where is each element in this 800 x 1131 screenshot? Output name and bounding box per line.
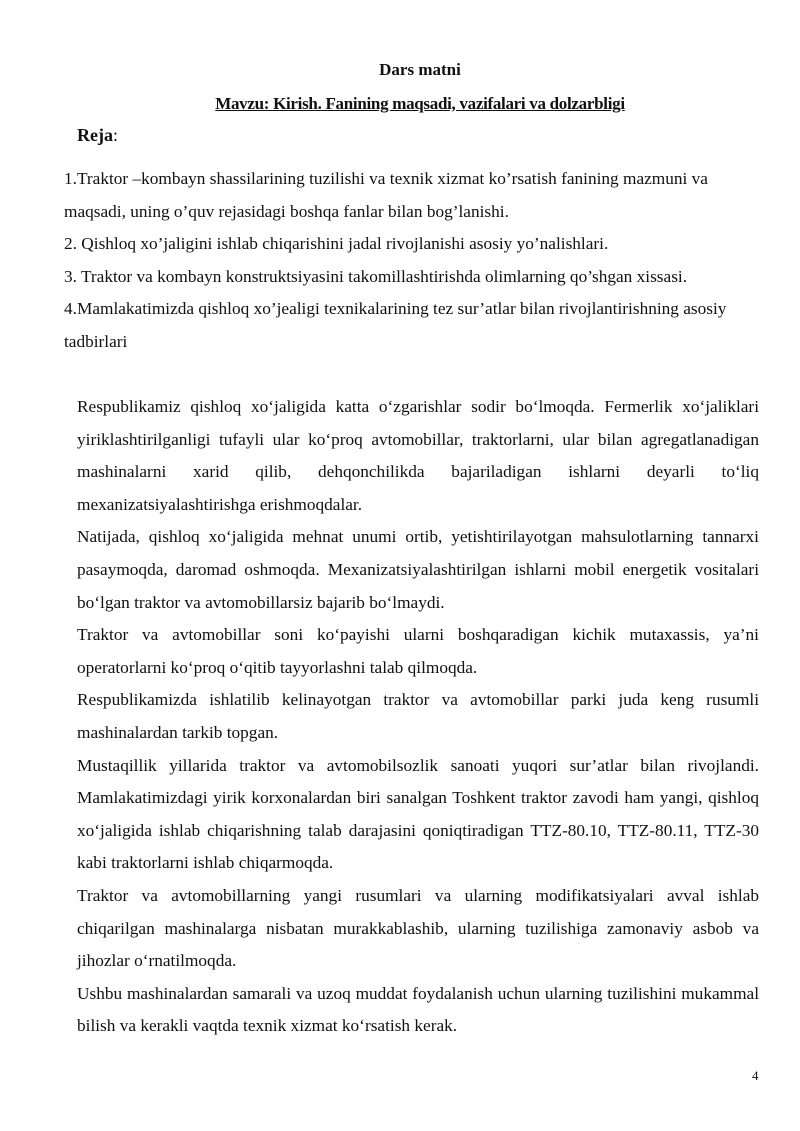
body-paragraph: Respublikamiz qishloq xo‘jaligida katta o‘zgarishlar sodir bo‘lmoqda. Fermerlik xo‘jaliklari yiriklashtirilganligi tufayli ular ko‘proq avtomobillar, traktorlarni, ular bilan agregatlanadigan mashinalarni xarid qilib, dehqonchilikda bajariladigan ishlarni deyarli to‘liq mexanizatsiyalashtirishga erishmoqdalar. [77,397,759,514]
plan-heading [77,125,118,146]
plan-item: 3. Traktor va kombayn konstruktsiyasini takomillashtirishda olimlarning qo’shgan xissasi. [64,266,688,286]
document-title: Dars matni [379,60,461,79]
plan-item: 4.Mamlakatimizda qishloq xo’jealigi texnikalarining tez sur’atlar bilan rivojlantirishning asosiy tadbirlari [64,299,727,351]
plan-item: 1.Traktor –kombayn shassilarining tuzilishi va texnik xizmat ko’rsatish fanining mazmuni va maqsadi, uning o’quv rejasidagi boshqa fanlar bilan bog’lanishi. [64,169,708,221]
plan-heading-label: Reja [77,125,113,145]
plan-heading-colon: : [112,125,118,145]
body-paragraph: Respublikamizda ishlatilib kelinayotgan traktor va avtomobillar parki juda keng rusumli mashinalardan tarkib topgan. [77,690,759,742]
body-paragraph: Ushbu mashinalardan samarali va uzoq muddat foydalanish uchun ularning tuzilishini mukammal bilish va kerakli vaqtda texnik xizmat ko‘rsatish kerak. [77,983,759,1036]
body-paragraph: Natijada, qishloq xo‘jaligida mehnat unumi ortib, yetishtirilayotgan mahsulotlarning tannarxi pasaymoqda, daromad oshmoqda. Mexanizatsiyalashtirilgan ishlarni mobil energetik vositalari bo‘lgan traktor va avtomobillarsiz bajarib bo‘lmaydi. [77,527,759,612]
body-paragraph: Mustaqillik yillarida traktor va avtomobilsozlik sanoati yuqori sur’atlar bilan rivojlandi. Mamlakatimizdagi yirik korxonalardan biri sanalgan Toshkent traktor zavodi ham yangi, qishloq xo‘jaligida ishlab chiqarishning talab darajasini qoniqtiradigan TTZ-80.10, TTZ-80.11, TTZ-30 kabi traktorlarni ishlab chiqarmoqda. [77,755,759,873]
document-subtitle: Mavzu: Kirish. Fanining maqsadi, vazifalari va dolzarbligi [215,94,625,113]
lesson-body [77,391,759,1043]
plan-list [64,163,764,359]
body-paragraph: Traktor va avtomobillar soni ko‘payishi ularni boshqaradigan kichik mutaxassis, ya’ni operatorlarni ko‘proq o‘qitib tayyorlashni talab qilmoqda. [77,625,759,677]
plan-item: 2. Qishloq xo’jaligini ishlab chiqarishini jadal rivojlanishi asosiy yo’nalishlari. [64,234,609,254]
page-number: 4 [752,1068,759,1083]
body-paragraph: Traktor va avtomobillarning yangi rusumlari va ularning modifikatsiyalari avval ishlab chiqarilgan mashinalarga nisbatan murakkablashib, ularning tuzilishiga zamonaviy asbob va jihozlar o‘rnatilmoqda. [77,885,759,971]
